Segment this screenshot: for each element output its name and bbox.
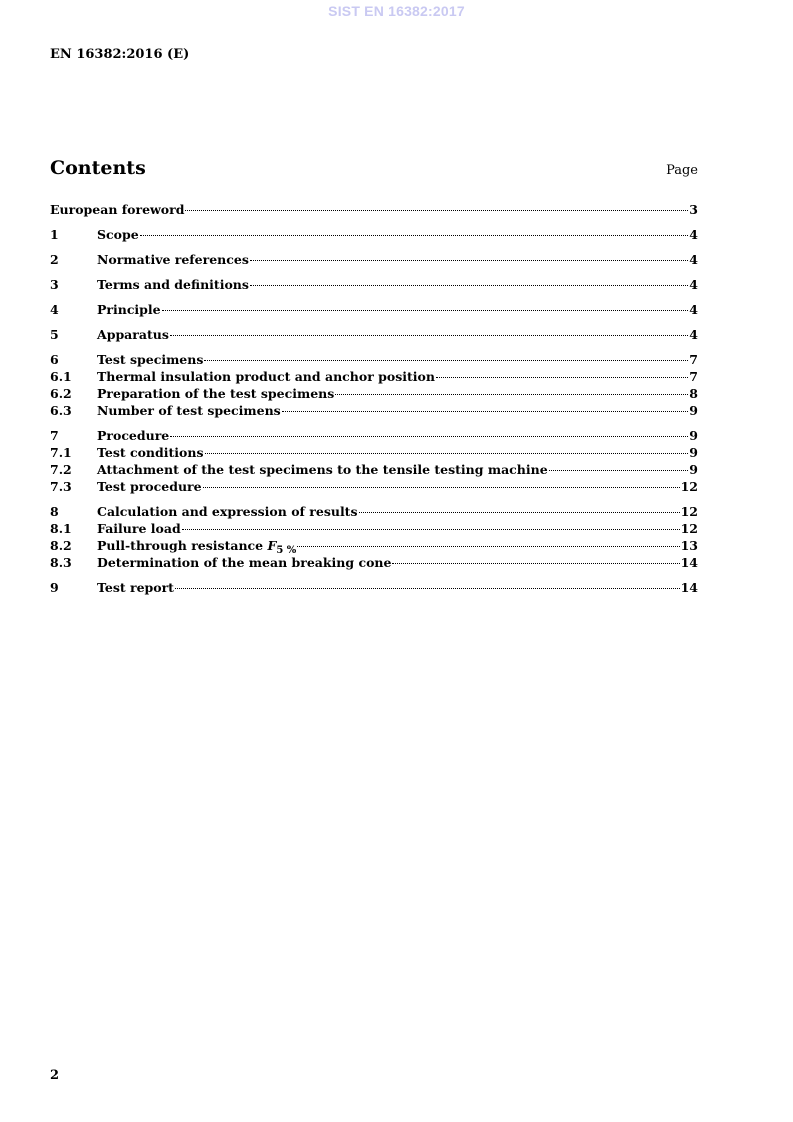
- toc-entry-title: Test report: [97, 580, 174, 595]
- toc-entry-5[interactable]: [50, 326, 698, 343]
- toc-entry-title: Number of test specimens: [97, 403, 281, 418]
- toc-leader: [170, 436, 688, 437]
- toc-entry-number: 7.2: [50, 462, 72, 477]
- toc-entry-title: Scope: [97, 227, 139, 242]
- toc-entry-7-3[interactable]: [50, 478, 698, 495]
- toc-entry-8-1[interactable]: [50, 520, 698, 537]
- toc-entry-3[interactable]: [50, 276, 698, 293]
- toc-entry-title: European foreword: [50, 202, 185, 217]
- toc-entry-6-1[interactable]: [50, 368, 698, 385]
- toc-entry-page: 9: [689, 462, 698, 477]
- toc-leader: [335, 394, 688, 395]
- toc-entry-8-2[interactable]: [50, 537, 698, 554]
- toc-leader: [359, 512, 680, 513]
- toc-leader: [140, 235, 689, 236]
- toc-entry-page: 12: [680, 521, 698, 536]
- toc-entry-number: 2: [50, 252, 59, 267]
- watermark: SIST EN 16382:2017: [328, 3, 465, 19]
- toc-entry-8[interactable]: [50, 503, 698, 520]
- toc-leader: [185, 210, 688, 211]
- formula-symbol: F: [267, 538, 277, 553]
- toc-entry-page: 9: [689, 445, 698, 460]
- toc-leader: [204, 360, 688, 361]
- page-number: 2: [50, 1068, 60, 1083]
- toc-entry-9[interactable]: [50, 579, 698, 596]
- toc-leader: [392, 563, 679, 564]
- toc-entry-number: 8.3: [50, 555, 72, 570]
- toc-entry-number: 7.1: [50, 445, 72, 460]
- toc-leader: [203, 487, 680, 488]
- toc-entry-page: 7: [689, 369, 698, 384]
- toc-entry-page: 9: [689, 403, 698, 418]
- document-header: EN 16382:2016 (E): [50, 47, 190, 62]
- toc-entry-number: 4: [50, 302, 59, 317]
- toc-entry-page: 4: [689, 252, 698, 267]
- toc-entry-number: 6: [50, 352, 59, 367]
- toc-entry-7[interactable]: [50, 427, 698, 444]
- toc-entry-7-1[interactable]: [50, 444, 698, 461]
- toc-entry-title: Preparation of the test specimens: [97, 386, 335, 401]
- toc-entry-2[interactable]: [50, 251, 698, 268]
- table-of-contents: [50, 201, 698, 596]
- toc-entry-page: 14: [680, 580, 698, 595]
- toc-entry-number: 1: [50, 227, 59, 242]
- toc-entry-title: Calculation and expression of results: [97, 504, 358, 519]
- toc-leader: [175, 588, 680, 589]
- toc-title: Contents: [50, 157, 146, 179]
- toc-entry-page: 13: [680, 538, 698, 553]
- toc-entry-page: 12: [680, 504, 698, 519]
- formula-subscript: 5 %: [276, 545, 297, 556]
- toc-entry-page: 7: [689, 352, 698, 367]
- toc-leader: [297, 546, 679, 547]
- toc-leader: [205, 453, 689, 454]
- toc-entry-title-text: Pull-through resistance: [97, 538, 268, 553]
- toc-entry-8-3[interactable]: [50, 554, 698, 571]
- toc-entry-number: 7.3: [50, 479, 72, 494]
- toc-entry-page: 3: [689, 202, 698, 217]
- toc-leader: [162, 310, 689, 311]
- toc-entry-4[interactable]: [50, 301, 698, 318]
- toc-leader: [549, 470, 689, 471]
- toc-entry-title: Apparatus: [97, 327, 169, 342]
- toc-entry-page: 8: [689, 386, 698, 401]
- toc-leader: [282, 411, 689, 412]
- toc-entry-number: 5: [50, 327, 59, 342]
- toc-entry-6-2[interactable]: [50, 385, 698, 402]
- toc-entry-page: 12: [680, 479, 698, 494]
- toc-entry-number: 7: [50, 428, 59, 443]
- toc-leader: [250, 260, 688, 261]
- toc-entry-title: Attachment of the test specimens to the tensile testing machine: [97, 462, 548, 477]
- toc-entry-title: Test conditions: [97, 445, 204, 460]
- toc-entry-7-2[interactable]: [50, 461, 698, 478]
- toc-entry-6[interactable]: [50, 351, 698, 368]
- toc-entry-page: 4: [689, 302, 698, 317]
- toc-entry-title: Test procedure: [97, 479, 202, 494]
- toc-entry-page: 4: [689, 227, 698, 242]
- toc-entry-title: Test specimens: [97, 352, 204, 367]
- toc-entry-title: Thermal insulation product and anchor position: [97, 369, 435, 384]
- toc-entry-page: 4: [689, 327, 698, 342]
- toc-entry-number: 6.3: [50, 403, 72, 418]
- toc-entry-number: 6.1: [50, 369, 72, 384]
- toc-entry-title: Principle: [97, 302, 161, 317]
- toc-entry-1[interactable]: [50, 226, 698, 243]
- toc-entry-foreword[interactable]: [50, 201, 698, 218]
- toc-entry-title: Failure load: [97, 521, 181, 536]
- toc-leader: [170, 335, 688, 336]
- toc-entry-title: Normative references: [97, 252, 249, 267]
- toc-entry-title: Procedure: [97, 428, 170, 443]
- toc-leader: [436, 377, 688, 378]
- toc-entry-number: 6.2: [50, 386, 72, 401]
- toc-entry-number: 3: [50, 277, 59, 292]
- toc-entry-page: 14: [680, 555, 698, 570]
- toc-page-label: Page: [666, 163, 698, 178]
- toc-leader: [250, 285, 688, 286]
- toc-entry-page: 4: [689, 277, 698, 292]
- toc-entry-page: 9: [689, 428, 698, 443]
- toc-entry-number: 8.1: [50, 521, 72, 536]
- toc-leader: [182, 529, 680, 530]
- toc-entry-title: Determination of the mean breaking cone: [97, 555, 392, 570]
- toc-entry-number: 8.2: [50, 538, 72, 553]
- toc-entry-6-3[interactable]: [50, 402, 698, 419]
- toc-entry-number: 9: [50, 580, 59, 595]
- toc-entry-title: Terms and definitions: [97, 277, 249, 292]
- toc-entry-number: 8: [50, 504, 59, 519]
